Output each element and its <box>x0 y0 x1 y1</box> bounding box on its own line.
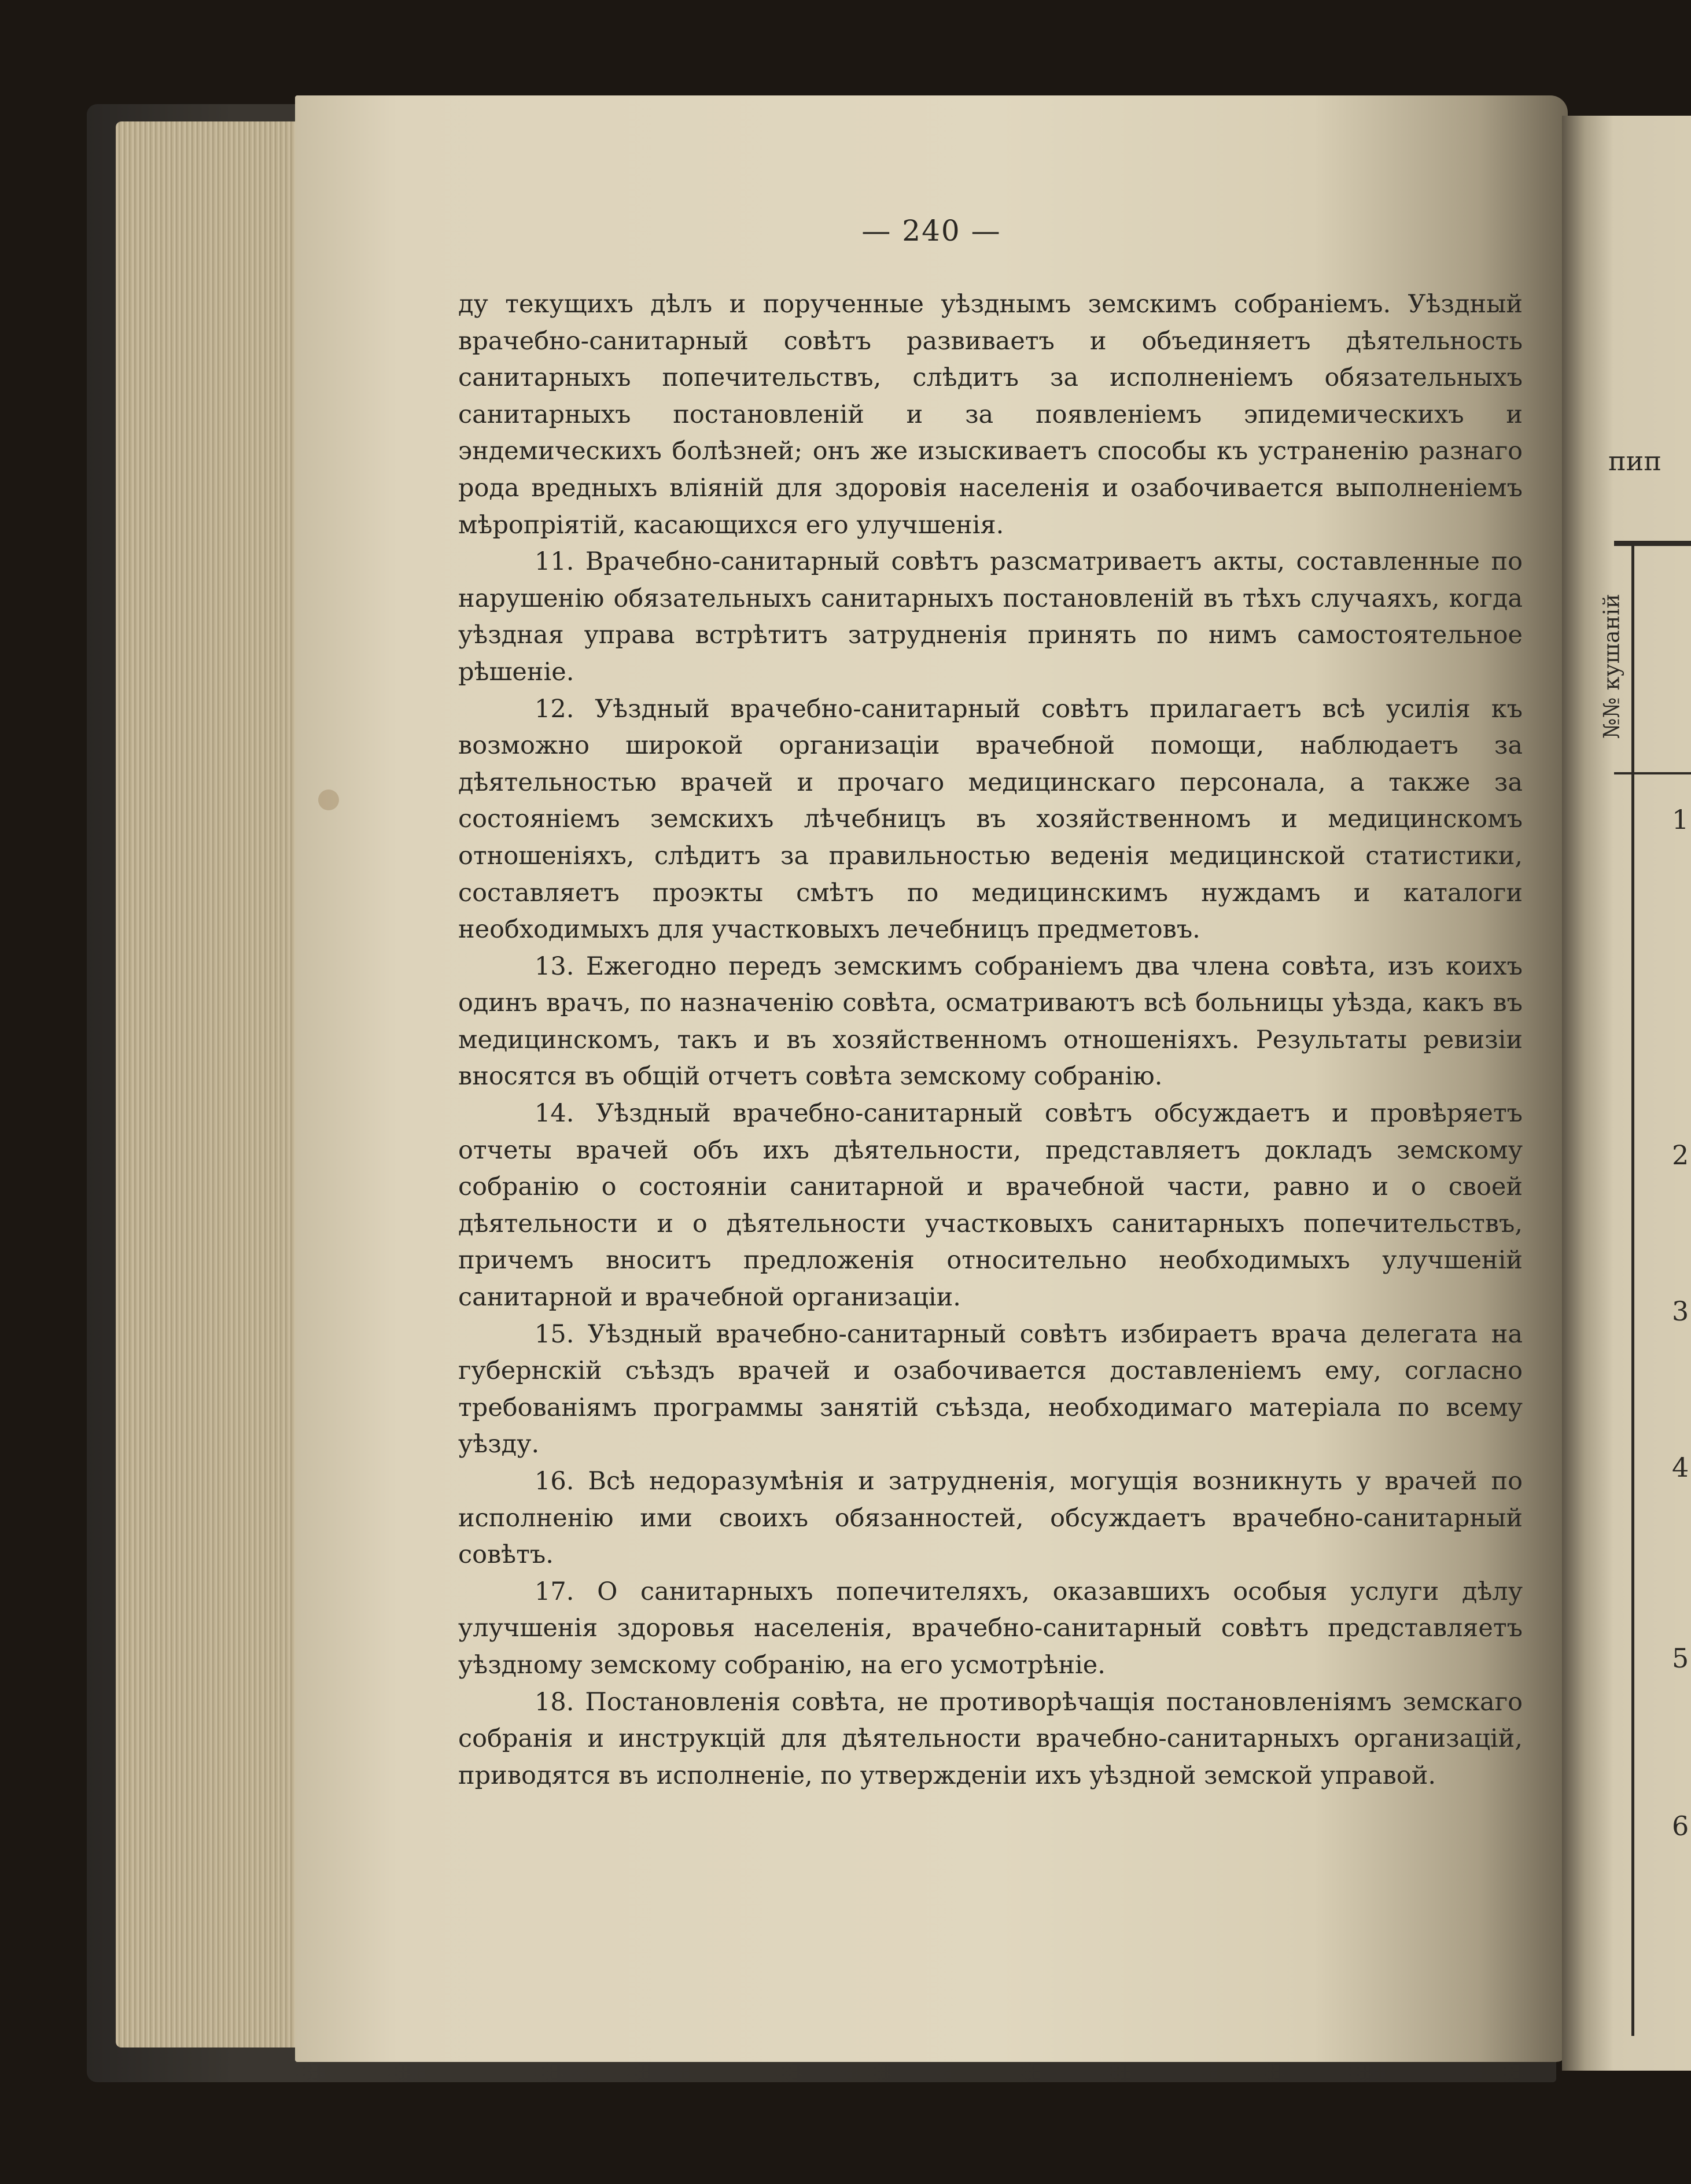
page-edges <box>116 121 307 2048</box>
paragraph: ду текущихъ дѣлъ и порученные уѣзднымъ земскимъ собраніемъ. Уѣздный врачебно-санитарный совѣтъ развиваетъ и объединяетъ дѣятельность санитарныхъ попечительствъ, слѣдитъ за исполненіемъ обязательныхъ санитарныхъ постановленій и за появленіемъ эпидемическихъ и эндемическихъ болѣзней; онъ же изыскиваетъ способы къ устраненію разнаго рода вредныхъ вліяній для здоровія населенія и озабочивается выполненіемъ мѣропріятій, касающихся его улучшенія. <box>458 290 1523 540</box>
right-page <box>1562 116 1691 2071</box>
table-column-header: №№ кушаній <box>1598 593 1624 739</box>
table-header-rule <box>1614 772 1691 774</box>
table-row-number: 3 <box>1672 1296 1689 1327</box>
table-top-rule <box>1614 541 1691 546</box>
page-number: — 240 — <box>861 214 1001 248</box>
table-row-number: 5 <box>1672 1643 1689 1674</box>
table-left-rule <box>1631 544 1634 2036</box>
table-row-number: 2 <box>1672 1139 1689 1171</box>
paragraph: 13. Ежегодно передъ земскимъ собраніемъ два члена совѣта, изъ коихъ одинъ врачъ, по назначенію совѣта, осматриваютъ всѣ больницы уѣзда, какъ въ медицинскомъ, такъ и въ хозяйственномъ отношеніяхъ. Результаты ревизіи вносятся въ общій отчетъ совѣта земскому собранію. <box>458 951 1523 1091</box>
page-body <box>458 286 1523 1794</box>
table-row-number: 4 <box>1672 1452 1689 1483</box>
table-row-number: 1 <box>1672 804 1689 835</box>
paragraph: 16. Всѣ недоразумѣнія и затрудненія, могущія возникнуть у врачей по исполненію ими своихъ обязанностей, обсуждаетъ врачебно-санитарный совѣтъ. <box>458 1467 1523 1570</box>
table-row-number: 6 <box>1672 1810 1689 1842</box>
right-page-header-fragment: пип <box>1608 445 1661 477</box>
paragraph: 11. Врачебно-санитарный совѣтъ разсматриваетъ акты, составленные по нарушенію обязательныхъ санитарныхъ постановленій въ тѣхъ случаяхъ, когда уѣздная управа встрѣтитъ затрудненія принять по нимъ самостоятельное рѣшеніе. <box>458 547 1523 687</box>
left-page <box>295 95 1568 2062</box>
paragraph: 12. Уѣздный врачебно-санитарный совѣтъ прилагаетъ всѣ усилія къ возможно широкой организаціи врачебной помощи, наблюдаетъ за дѣятельностью врачей и прочаго медицинскаго персонала, а также за состояніемъ земскихъ лѣчебницъ въ хозяйственномъ и медицинскомъ отношеніяхъ, слѣдитъ за правильностью веденія медицинской статистики, составляетъ проэкты смѣтъ по медицинскимъ нуждамъ и каталоги необходимыхъ для участковыхъ лечебницъ предметовъ. <box>458 694 1523 945</box>
paragraph: 18. Постановленія совѣта, не противорѣчащія постановленіямъ земскаго собранія и инструкцій для дѣятельности врачебно-санитарныхъ организацій, приводятся въ исполненіе, по утвержденіи ихъ уѣздной земской управой. <box>458 1687 1523 1790</box>
paper-stain <box>318 790 339 810</box>
paragraph: 15. Уѣздный врачебно-санитарный совѣтъ избираетъ врача делегата на губернскій съѣздъ врачей и озабочивается доставленіемъ ему, согласно требованіямъ программы занятій съѣзда, необходимаго матеріала по всему уѣзду. <box>458 1319 1523 1459</box>
paragraph: 17. О санитарныхъ попечителяхъ, оказавшихъ особыя услуги дѣлу улучшенія здоровья населенія, врачебно-санитарный совѣтъ представляетъ уѣздному земскому собранію, на его усмотрѣніе. <box>458 1577 1523 1680</box>
paragraph: 14. Уѣздный врачебно-санитарный совѣтъ обсуждаетъ и провѣряетъ отчеты врачей объ ихъ дѣятельности, представляетъ докладъ земскому собранію о состояніи санитарной и врачебной части, равно и о своей дѣятельности и о дѣятельности участковыхъ санитарныхъ попечительствъ, причемъ вноситъ предложенія относительно необходимыхъ улучшеній санитарной и врачебной организаціи. <box>458 1099 1523 1312</box>
